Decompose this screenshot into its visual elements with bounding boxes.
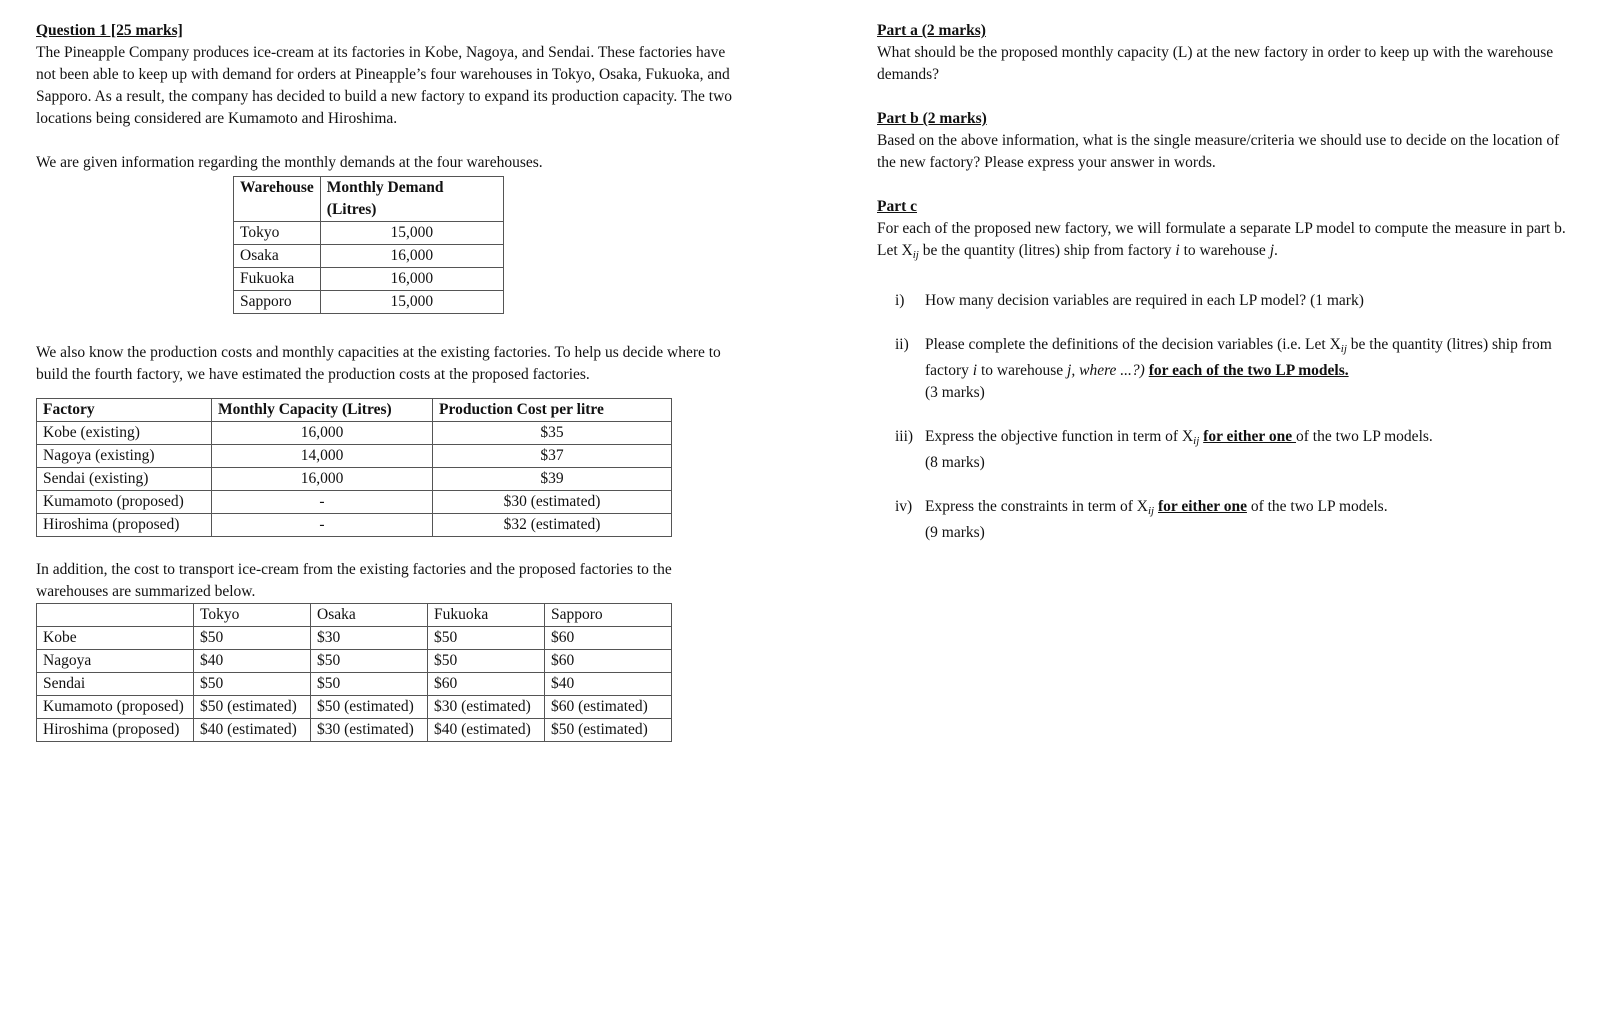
list-item — [877, 290, 1567, 312]
table-row — [234, 268, 504, 291]
transport-header-osaka: Osaka — [311, 604, 428, 627]
table-row — [37, 514, 672, 537]
warehouse-cell: Sapporo — [234, 291, 321, 314]
factory-cell: Hiroshima (proposed) — [37, 514, 212, 537]
demand-cell: 16,000 — [320, 245, 503, 268]
capacity-cell: 14,000 — [212, 445, 433, 468]
factory-header-capacity: Monthly Capacity (Litres) — [212, 399, 433, 422]
item-number: iv) — [895, 498, 913, 515]
part-b-text: Based on the above information, what is the single measure/criteria we should use to decide on the location of the new factory? Please express your answer in words. — [877, 132, 1560, 171]
table-row — [37, 445, 672, 468]
table-row — [37, 422, 672, 445]
demand-table — [233, 176, 504, 314]
capacity-cell: - — [212, 491, 433, 514]
cost-cell: $30 — [311, 627, 428, 650]
table-row — [37, 719, 672, 742]
factory-cell: Hiroshima (proposed) — [37, 719, 194, 742]
cost-cell: $50 — [194, 673, 311, 696]
cost-cell: $30 (estimated) — [433, 491, 672, 514]
cost-cell: $30 (estimated) — [311, 719, 428, 742]
capacity-intro: We also know the production costs and monthly capacities at the existing factories. To help us decide where to build the fourth factory, we have estimated the production costs at the proposed factories. — [36, 344, 721, 383]
question-title: Question 1 [25 marks] — [36, 22, 183, 39]
item-text: Express the objective function in term of $X_{ij}$ for either one of the two LP models. (8 marks) — [925, 428, 1433, 471]
question-intro: The Pineapple Company produces ice-cream at its factories in Kobe, Nagoya, and Sendai. These factories have not been able to keep up with demand for orders at Pineapple’s four warehouses in Tokyo, Osaka, Fukuoka, and Sapporo. As a result, the company has decided to build a new factory to expand its production capacity. The two locations being considered are Kumamoto and Hiroshima. — [36, 44, 733, 127]
cost-cell: $50 — [428, 627, 545, 650]
factory-cell: Kobe (existing) — [37, 422, 212, 445]
transport-intro: In addition, the cost to transport ice-cream from the existing factories and the proposed factories to the warehouses are summarized below. — [36, 561, 672, 600]
cost-cell: $40 — [545, 673, 672, 696]
warehouse-cell: Tokyo — [234, 222, 321, 245]
factory-cell: Kumamoto (proposed) — [37, 696, 194, 719]
transport-header-tokyo: Tokyo — [194, 604, 311, 627]
right-column — [877, 20, 1567, 544]
cost-cell: $35 — [433, 422, 672, 445]
part-a-heading: Part a (2 marks) — [877, 22, 986, 39]
cost-cell: $50 (estimated) — [545, 719, 672, 742]
capacity-cell: 16,000 — [212, 468, 433, 491]
cost-cell: $50 (estimated) — [311, 696, 428, 719]
table-row — [234, 245, 504, 268]
capacity-cell: 16,000 — [212, 422, 433, 445]
cost-cell: $37 — [433, 445, 672, 468]
warehouse-cell: Fukuoka — [234, 268, 321, 291]
demand-header-warehouse: Warehouse — [234, 177, 321, 222]
cost-cell: $39 — [433, 468, 672, 491]
transport-header-sapporo: Sapporo — [545, 604, 672, 627]
demand-cell: 15,000 — [320, 222, 503, 245]
cost-cell: $50 (estimated) — [194, 696, 311, 719]
cost-cell: $50 — [428, 650, 545, 673]
part-a-text: What should be the proposed monthly capacity (L) at the new factory in order to keep up with the warehouse demands? — [877, 44, 1554, 83]
item-number: ii) — [895, 336, 909, 353]
transport-table — [36, 603, 672, 742]
part-c-text: For each of the proposed new factory, we will formulate a separate LP model to compute the measure in part b. Let $X_{ij}$ be the quantity (litres) ship from factory i to warehouse j. — [877, 220, 1566, 261]
table-row — [37, 673, 672, 696]
table-row — [37, 468, 672, 491]
transport-header-blank — [37, 604, 194, 627]
cost-cell: $32 (estimated) — [433, 514, 672, 537]
table-row — [37, 650, 672, 673]
warehouse-cell: Osaka — [234, 245, 321, 268]
factory-header-name: Factory — [37, 399, 212, 422]
demand-cell: 16,000 — [320, 268, 503, 291]
left-column — [36, 20, 736, 742]
table-row — [37, 491, 672, 514]
table-row — [37, 696, 672, 719]
item-number: iii) — [895, 428, 914, 445]
item-number: i) — [895, 292, 905, 309]
demand-intro: We are given information regarding the monthly demands at the four warehouses. — [36, 154, 543, 171]
transport-header-fukuoka: Fukuoka — [428, 604, 545, 627]
part-b-heading: Part b (2 marks) — [877, 110, 987, 127]
cost-cell: $60 (estimated) — [545, 696, 672, 719]
list-item — [877, 496, 1567, 544]
cost-cell: $60 — [428, 673, 545, 696]
part-c-heading: Part c — [877, 198, 918, 215]
cost-cell: $40 (estimated) — [428, 719, 545, 742]
cost-cell: $40 (estimated) — [194, 719, 311, 742]
item-text: Please complete the definitions of the decision variables (i.e. Let $X_{ij}$ be the quantity (litres) ship from factory i to warehouse j, where ...?) for each of the two LP models. (3 marks) — [925, 336, 1552, 401]
cost-cell: $50 — [311, 673, 428, 696]
capacity-cell: - — [212, 514, 433, 537]
factory-cell: Nagoya (existing) — [37, 445, 212, 468]
cost-cell: $50 — [311, 650, 428, 673]
factory-table — [36, 398, 672, 537]
cost-cell: $30 (estimated) — [428, 696, 545, 719]
table-row — [234, 222, 504, 245]
cost-cell: $50 — [194, 627, 311, 650]
list-item — [877, 334, 1567, 404]
cost-cell: $60 — [545, 627, 672, 650]
factory-cell: Sendai — [37, 673, 194, 696]
list-item — [877, 426, 1567, 474]
demand-cell: 15,000 — [320, 291, 503, 314]
item-text: How many decision variables are required in each LP model? (1 mark) — [925, 292, 1364, 309]
cost-cell: $40 — [194, 650, 311, 673]
factory-cell: Sendai (existing) — [37, 468, 212, 491]
factory-header-cost: Production Cost per litre — [433, 399, 672, 422]
demand-header-demand: Monthly Demand (Litres) — [320, 177, 503, 222]
factory-cell: Kobe — [37, 627, 194, 650]
factory-cell: Nagoya — [37, 650, 194, 673]
table-row — [234, 291, 504, 314]
factory-cell: Kumamoto (proposed) — [37, 491, 212, 514]
cost-cell: $60 — [545, 650, 672, 673]
item-text: Express the constraints in term of $X_{ij}$ for either one of the two LP models. (9 marks) — [925, 498, 1388, 541]
table-row — [37, 627, 672, 650]
